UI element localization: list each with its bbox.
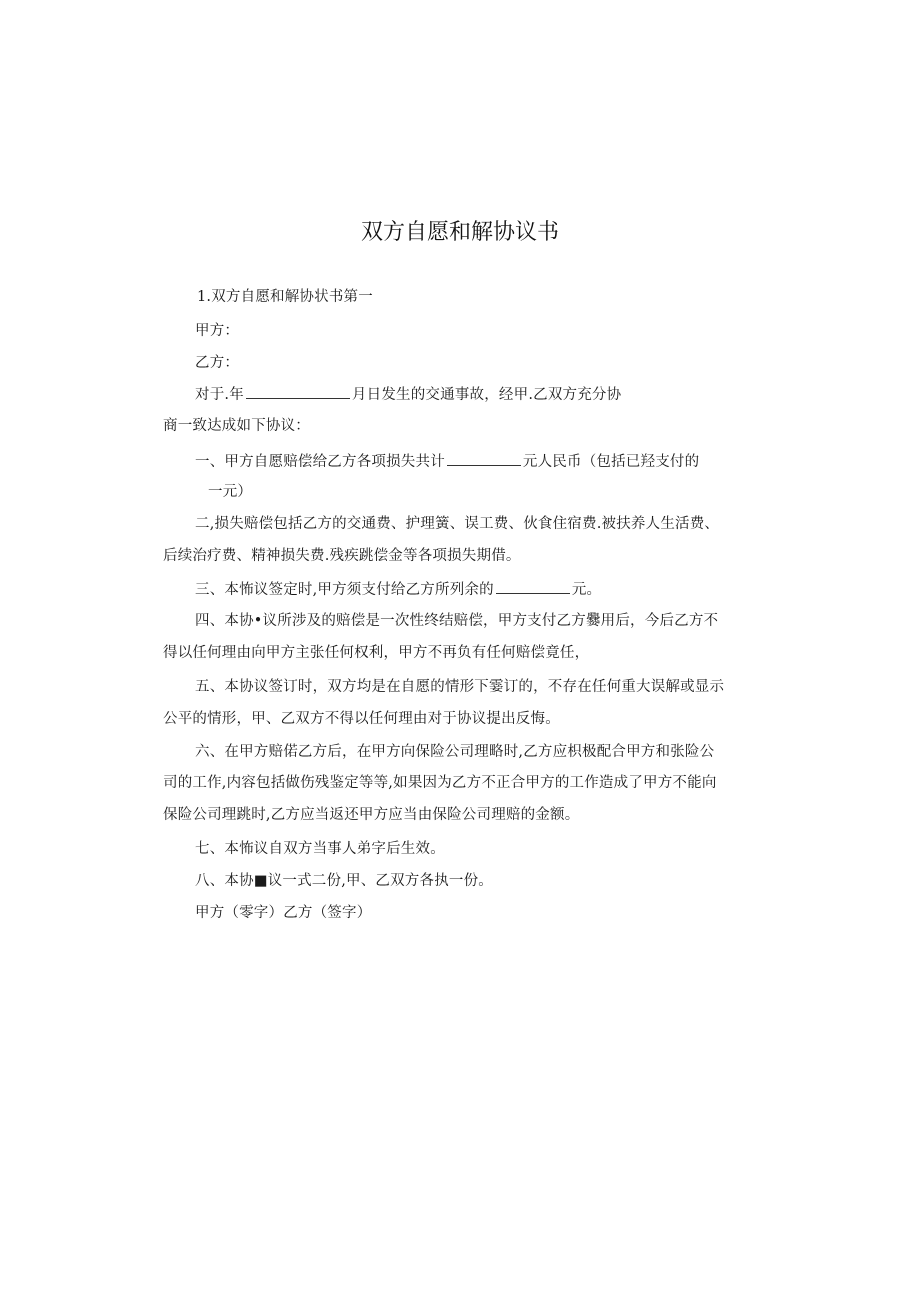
clause-1-line-2: 一元） bbox=[208, 484, 253, 500]
clause-4-line-2: 得以任何理由向甲方主张任何权利，甲方不再负有任何赔偿竟任， bbox=[163, 645, 590, 661]
document-title: 双方自愿和解协议书 bbox=[360, 220, 559, 245]
clause-2-line-1: 二,损失赔偿包括乙方的交通费、护理簧、误工费、伙食住宿费.被扶养人生活费、 bbox=[195, 516, 720, 532]
clause-4-line-1: 四、本协•议所涉及的赔偿是一次性终结赔偿，甲方支付乙方爨用后，今后乙方不 bbox=[195, 613, 719, 629]
clause-3-text-a: 三、本怖议签定时,甲方须支付给乙方所列余的 bbox=[195, 582, 494, 598]
intro-line-1 bbox=[195, 384, 621, 405]
signature-line: 甲方（零字）乙方（签字） bbox=[195, 905, 372, 921]
clause-1-text-a: 一、甲方自愿赔偿给乙方各项损失共计 bbox=[195, 454, 445, 470]
clause-7-line: 七、本怖议自双方当事人弟字后生效。 bbox=[195, 841, 445, 857]
clause-5-line-1: 五、本协议签订时，双方均是在自愿的情形下霎订的，不存在任何重大误解或显示 bbox=[195, 679, 725, 695]
clause-6-line-3: 保险公司理跳时,乙方应当返还甲方应当由保险公司理赔的金额。 bbox=[163, 807, 580, 823]
amount-blank-1 bbox=[447, 451, 521, 466]
heading-line: 1.双方自愿和解协状书第一 bbox=[197, 289, 373, 305]
clause-1-text-b: 元人民币（包括已羟支付的 bbox=[522, 454, 700, 470]
clause-1-line-1 bbox=[195, 451, 699, 472]
clause-3-text-b: 元。 bbox=[571, 582, 602, 598]
clause-3-line bbox=[195, 579, 601, 600]
intro-line-2: 商一致达成如下协议： bbox=[163, 418, 310, 434]
clause-6-line-2: 司的工作,内容包括做伤残鉴定等等,如果因为乙方不正合甲方的工作造成了甲方不能向 bbox=[163, 775, 717, 791]
party-b-label: 乙方： bbox=[195, 355, 240, 371]
intro-text-b: 月日发生的交通事故，经甲.乙双方充分协 bbox=[351, 387, 622, 403]
date-blank bbox=[246, 384, 350, 399]
amount-blank-2 bbox=[496, 579, 570, 594]
intro-text-a: 对于.年 bbox=[195, 387, 244, 403]
clause-5-line-2: 公平的情形，甲、乙双方不得以任何理由对于协议提出反悔。 bbox=[163, 711, 560, 727]
clause-6-line-1: 六、在甲方赔偌乙方后，在甲方向保险公司理略时,乙方应枳极配合甲方和张险公 bbox=[195, 744, 715, 760]
party-a-label: 甲方： bbox=[195, 323, 240, 339]
clause-8-line: 八、本协■议一式二份,甲、乙双方各执一份。 bbox=[195, 873, 494, 889]
clause-2-line-2: 后续治疗费、精神损失费.残疾跳偿金等各项损失期借。 bbox=[163, 548, 521, 564]
